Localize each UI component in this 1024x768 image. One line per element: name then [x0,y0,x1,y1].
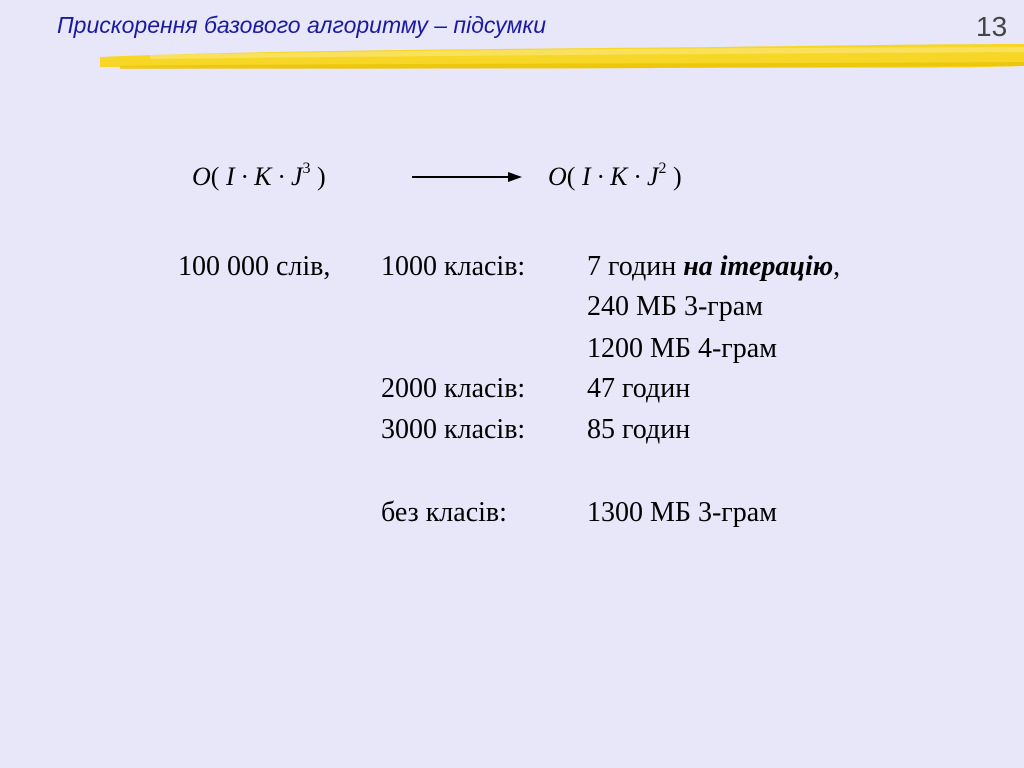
result-1000-4gram-size: 1200 МБ 4-грам [587,333,777,364]
exponent: 3 [302,160,311,178]
per-iteration-emphasis: на ітерацію [683,251,834,282]
class-count-3000: 3000 класів: [381,414,526,445]
complexity-after [548,162,682,192]
trailing-comma: , [833,251,841,282]
big-o-symbol: O [192,162,211,191]
arrow-right-icon [410,170,525,184]
page-number: 13 [976,11,1008,42]
result-2000-time: 47 годин [587,373,691,404]
word-count: 100 000 слів, [178,251,331,282]
result-1000-3gram-size: 240 МБ 3-грам [587,291,763,322]
complexity-body: I · K · J [225,162,303,191]
no-classes-label: без класів: [381,497,507,528]
close-paren: ) [666,162,682,191]
slide-title: Прискорення базового алгоритму – підсумки [57,12,547,38]
result-time-text: 7 годин [587,251,684,282]
complexity-before [192,162,326,192]
open-paren: ( [566,162,582,191]
complexity-body: I · K · J [581,162,659,191]
close-paren: ) [310,162,326,191]
exponent: 2 [658,160,667,178]
result-1000-time [587,251,840,283]
big-o-symbol: O [548,162,567,191]
open-paren: ( [210,162,226,191]
class-count-1000: 1000 класів: [381,251,526,282]
result-no-classes-size: 1300 МБ 3-грам [587,497,777,528]
result-3000-time: 85 годин [587,414,691,445]
class-count-2000: 2000 класів: [381,373,526,404]
